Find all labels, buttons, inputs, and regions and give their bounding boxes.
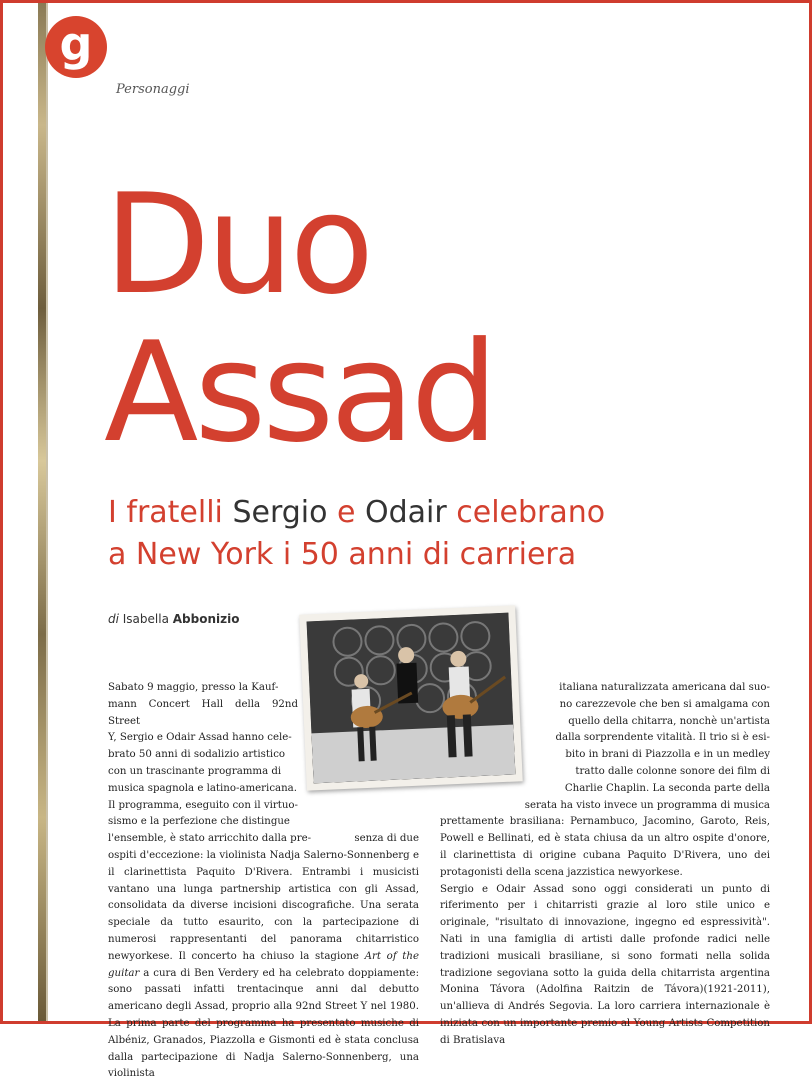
title-line-2: Assad <box>104 312 495 473</box>
article-line: mann Concert Hall della 92nd Street <box>108 698 298 727</box>
article-line: brato 50 anni di sodalizio artistico <box>108 749 286 761</box>
article-line: no carezzevole che ben si amalgama con <box>559 698 770 710</box>
subtitle-part: I fratelli <box>108 495 233 530</box>
article-line: tratto dalle colonne sonore dei film di <box>575 765 770 777</box>
article-paragraph <box>108 848 419 1083</box>
article-line: Sabato 9 maggio, presso la Kauf- <box>108 682 279 693</box>
author-last-name: Abbonizio <box>172 612 240 626</box>
article-line: Il programma, eseguito con il virtuo- <box>108 799 298 811</box>
binding-spine-edge <box>46 3 48 1021</box>
author-first-name: Isabella <box>118 612 173 626</box>
article-text: a cura di Ben Verdery ed ha celebrato doppiamente: sono passati infatti trentacinque anni dal debutto americano degli Assad, proprio alla 92nd Street Y nel 1980. La prima parte del programma ha presentato musiche di Albéniz, Granados, Piazzolla e Gismonti ed è stata conclusa dalla partecipazione di Nadja Salerno-Sonnenberg, una violinista <box>108 967 419 1080</box>
article-line: Y, Sergio e Odair Assad hanno cele- <box>108 732 292 744</box>
article-line: con un trascinante programma di <box>108 765 282 777</box>
section-label: Personaggi <box>116 82 190 97</box>
article-column-2 <box>440 680 770 1050</box>
article-line: italiana naturalizzata americana dal suo- <box>559 682 770 693</box>
article-column-1 <box>108 680 419 1083</box>
article-line: Charlie Chaplin. La seconda parte della <box>564 782 770 794</box>
title-line-1: Duo <box>104 164 371 325</box>
article-line: sismo e la perfezione che distingue <box>108 816 290 828</box>
subtitle-name-odair: Odair <box>365 495 447 530</box>
byline <box>108 612 239 626</box>
article-line: musica spagnola e latino-americana. <box>108 782 297 794</box>
article-paragraph: Sergio e Odair Assad sono oggi considerati un punto di riferimento per i chitarristi grazie al loro stile unico e originale, "risultato di innovazione, ingegno ed espressività". Nati in una famiglia di artisti dalle profonde radici nelle tradizioni musicali brasiliane, si sono formati nella solida tradizione segoviana sotto la guida della chitarrista argentina Monina Távora (Adolfina Raitzin de Távora)(1921-2011), un'allieva di Andrés Segovia. La loro carriera internazionale è iniziata con un importante premio al Young Artists Competition di Bratislava <box>440 883 770 1046</box>
subtitle <box>108 492 768 576</box>
article-line: quello della chitarra, nonchè un'artista <box>568 715 770 727</box>
byline-prefix: di <box>108 612 119 626</box>
article-line: dalla sorprendente vitalità. Il trio si è esi- <box>555 732 770 744</box>
subtitle-line-2: a New York i 50 anni di carriera <box>108 537 577 572</box>
article-line: serata ha visto invece un programma di musica <box>524 799 770 811</box>
binding-spine <box>38 3 46 1021</box>
concert-series-title: Art of the guitar <box>108 950 419 979</box>
magazine-logo: g <box>45 16 107 78</box>
article-text: senza di due <box>354 833 419 845</box>
subtitle-name-sergio: Sergio <box>232 495 328 530</box>
article-text: l'ensemble, è stato arricchito dalla pre- <box>108 833 312 845</box>
subtitle-part: celebrano <box>446 495 606 530</box>
subtitle-part: e <box>327 495 366 530</box>
article-paragraph: prettamente brasiliana: Pernambuco, Jacomino, Garoto, Reis, Powell e Bellinati, ed è stata chiusa da un altro ospite d'onore, il clarinettista di origine cubana Paquito D'Rivera, uno dei protagonisti della scena jazzistica newyorkese. <box>440 816 770 878</box>
article-text: ospiti d'eccezione: la violinista Nadja Salerno-Sonnenberg e il clarinettista Paquito D'Rivera. Entrambi i musicisti vantano una lunga partnership artistica con gli Assad, consolidata da diverse incisioni discografiche. Una serata speciale da tutto esaurito, con la partecipazione di numerosi rappresentanti del panorama chitarristico newyorkese. Il concerto ha chiuso la stagione <box>108 849 419 962</box>
article-line <box>108 831 419 848</box>
article-line: bito in brani di Piazzolla e in un medley <box>565 749 770 761</box>
